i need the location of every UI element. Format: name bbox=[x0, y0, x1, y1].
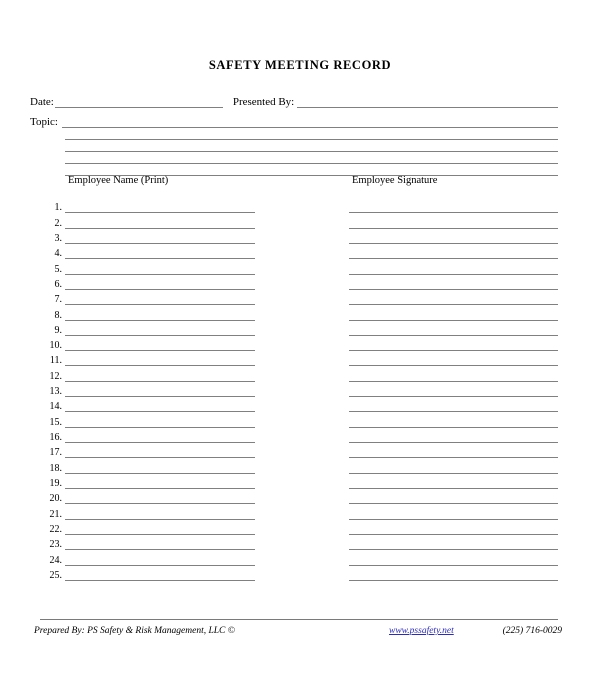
footer-prepared-by: Prepared By: PS Safety & Risk Management, LLC © bbox=[34, 626, 235, 636]
table-row bbox=[38, 213, 558, 228]
table-row bbox=[38, 382, 558, 397]
table-row bbox=[38, 458, 558, 473]
employee-signature-input[interactable] bbox=[349, 292, 558, 305]
employee-name-input[interactable] bbox=[65, 568, 255, 581]
row-number: 24. bbox=[49, 554, 62, 566]
row-number: 22. bbox=[49, 523, 62, 535]
employee-name-input[interactable] bbox=[65, 445, 255, 458]
employee-name-input[interactable] bbox=[65, 308, 255, 321]
topic-extra-lines bbox=[65, 128, 558, 176]
footer-divider bbox=[40, 619, 558, 620]
table-row bbox=[38, 229, 558, 244]
table-row bbox=[38, 321, 558, 336]
topic-input-4[interactable] bbox=[65, 152, 558, 164]
page-title: SAFETY MEETING RECORD bbox=[208, 58, 392, 72]
table-row bbox=[38, 366, 558, 381]
row-number: 3. bbox=[54, 232, 62, 244]
attendee-roster bbox=[38, 198, 558, 581]
employee-name-input[interactable] bbox=[65, 415, 255, 428]
table-row bbox=[38, 428, 558, 443]
employee-name-input[interactable] bbox=[65, 537, 255, 550]
table-row bbox=[38, 336, 558, 351]
employee-name-input[interactable] bbox=[65, 507, 255, 520]
footer-phone: (225) 716-0029 bbox=[502, 626, 562, 636]
employee-signature-input[interactable] bbox=[349, 430, 558, 443]
table-row bbox=[38, 504, 558, 519]
topic-block bbox=[30, 114, 558, 176]
employee-name-input[interactable] bbox=[65, 430, 255, 443]
presented-by-label: Presented By: bbox=[232, 96, 295, 108]
topic-input-3[interactable] bbox=[65, 140, 558, 152]
row-number: 18. bbox=[49, 462, 62, 474]
row-number: 14. bbox=[49, 401, 62, 413]
employee-name-input[interactable] bbox=[65, 522, 255, 535]
employee-signature-input[interactable] bbox=[349, 216, 558, 229]
employee-signature-input[interactable] bbox=[349, 491, 558, 504]
employee-signature-input[interactable] bbox=[349, 415, 558, 428]
table-row bbox=[38, 275, 558, 290]
employee-signature-input[interactable] bbox=[349, 507, 558, 520]
table-row bbox=[38, 489, 558, 504]
employee-signature-input[interactable] bbox=[349, 323, 558, 336]
topic-first-row bbox=[30, 114, 558, 128]
row-number: 5. bbox=[54, 263, 62, 275]
row-number: 10. bbox=[49, 340, 62, 352]
page-footer bbox=[34, 626, 562, 642]
employee-signature-input[interactable] bbox=[349, 246, 558, 259]
employee-name-input[interactable] bbox=[65, 262, 255, 275]
employee-name-input[interactable] bbox=[65, 461, 255, 474]
row-number: 16. bbox=[49, 432, 62, 443]
employee-name-input[interactable] bbox=[65, 353, 255, 366]
meta-row bbox=[30, 92, 558, 108]
employee-name-input[interactable] bbox=[65, 200, 255, 213]
column-header-employee-name: Employee Name (Print) bbox=[68, 175, 169, 186]
employee-signature-input[interactable] bbox=[349, 369, 558, 382]
table-row bbox=[38, 474, 558, 489]
date-input[interactable] bbox=[55, 96, 223, 108]
row-number: 2. bbox=[54, 217, 62, 229]
table-row bbox=[38, 397, 558, 412]
employee-name-input[interactable] bbox=[65, 277, 255, 290]
employee-name-input[interactable] bbox=[65, 553, 255, 566]
row-number: 17. bbox=[49, 447, 62, 459]
topic-input-2[interactable] bbox=[65, 128, 558, 140]
employee-signature-input[interactable] bbox=[349, 445, 558, 458]
employee-name-input[interactable] bbox=[65, 338, 255, 351]
employee-signature-input[interactable] bbox=[349, 568, 558, 581]
employee-signature-input[interactable] bbox=[349, 476, 558, 489]
employee-name-input[interactable] bbox=[65, 369, 255, 382]
employee-signature-input[interactable] bbox=[349, 553, 558, 566]
employee-name-input[interactable] bbox=[65, 476, 255, 489]
row-number: 21. bbox=[49, 508, 62, 520]
table-row bbox=[38, 290, 558, 305]
employee-signature-input[interactable] bbox=[349, 308, 558, 321]
employee-signature-input[interactable] bbox=[349, 461, 558, 474]
footer-website-link[interactable]: www.pssafety.net bbox=[389, 626, 454, 636]
table-row bbox=[38, 443, 558, 458]
employee-signature-input[interactable] bbox=[349, 262, 558, 275]
table-row bbox=[38, 535, 558, 550]
row-number: 6. bbox=[54, 278, 62, 290]
table-row bbox=[38, 244, 558, 259]
row-number: 8. bbox=[54, 309, 62, 321]
table-row bbox=[38, 520, 558, 535]
column-headers bbox=[68, 175, 556, 189]
table-row bbox=[38, 412, 558, 427]
table-row bbox=[38, 198, 558, 213]
table-row bbox=[38, 550, 558, 565]
topic-label: Topic: bbox=[30, 116, 58, 128]
employee-signature-input[interactable] bbox=[349, 231, 558, 244]
table-row bbox=[38, 351, 558, 366]
row-number: 13. bbox=[49, 386, 62, 398]
row-number: 1. bbox=[54, 202, 62, 214]
row-number: 4. bbox=[54, 248, 62, 260]
row-number: 9. bbox=[54, 324, 62, 336]
employee-signature-input[interactable] bbox=[349, 200, 558, 213]
table-row bbox=[38, 305, 558, 320]
employee-name-input[interactable] bbox=[65, 384, 255, 397]
employee-name-input[interactable] bbox=[65, 292, 255, 305]
table-row bbox=[38, 259, 558, 274]
employee-name-input[interactable] bbox=[65, 246, 255, 259]
column-header-employee-signature: Employee Signature bbox=[352, 175, 438, 186]
employee-name-input[interactable] bbox=[65, 491, 255, 504]
row-number: 19. bbox=[49, 477, 62, 489]
row-number: 23. bbox=[49, 539, 62, 551]
employee-signature-input[interactable] bbox=[349, 353, 558, 366]
row-number: 12. bbox=[49, 370, 62, 382]
employee-signature-input[interactable] bbox=[349, 277, 558, 290]
employee-signature-input[interactable] bbox=[349, 384, 558, 397]
date-label: Date: bbox=[30, 96, 54, 108]
employee-signature-input[interactable] bbox=[349, 537, 558, 550]
table-row bbox=[38, 566, 558, 581]
row-number: 20. bbox=[49, 493, 62, 505]
row-number: 7. bbox=[54, 294, 62, 306]
employee-signature-input[interactable] bbox=[349, 399, 558, 412]
employee-name-input[interactable] bbox=[65, 231, 255, 244]
employee-name-input[interactable] bbox=[65, 323, 255, 336]
row-number: 15. bbox=[49, 416, 62, 428]
employee-name-input[interactable] bbox=[65, 399, 255, 412]
row-number: 11. bbox=[49, 355, 62, 367]
presented-by-input[interactable] bbox=[297, 96, 558, 108]
employee-name-input[interactable] bbox=[65, 216, 255, 229]
employee-signature-input[interactable] bbox=[349, 338, 558, 351]
topic-input-1[interactable] bbox=[62, 116, 558, 128]
row-number: 25. bbox=[49, 569, 62, 581]
employee-signature-input[interactable] bbox=[349, 522, 558, 535]
